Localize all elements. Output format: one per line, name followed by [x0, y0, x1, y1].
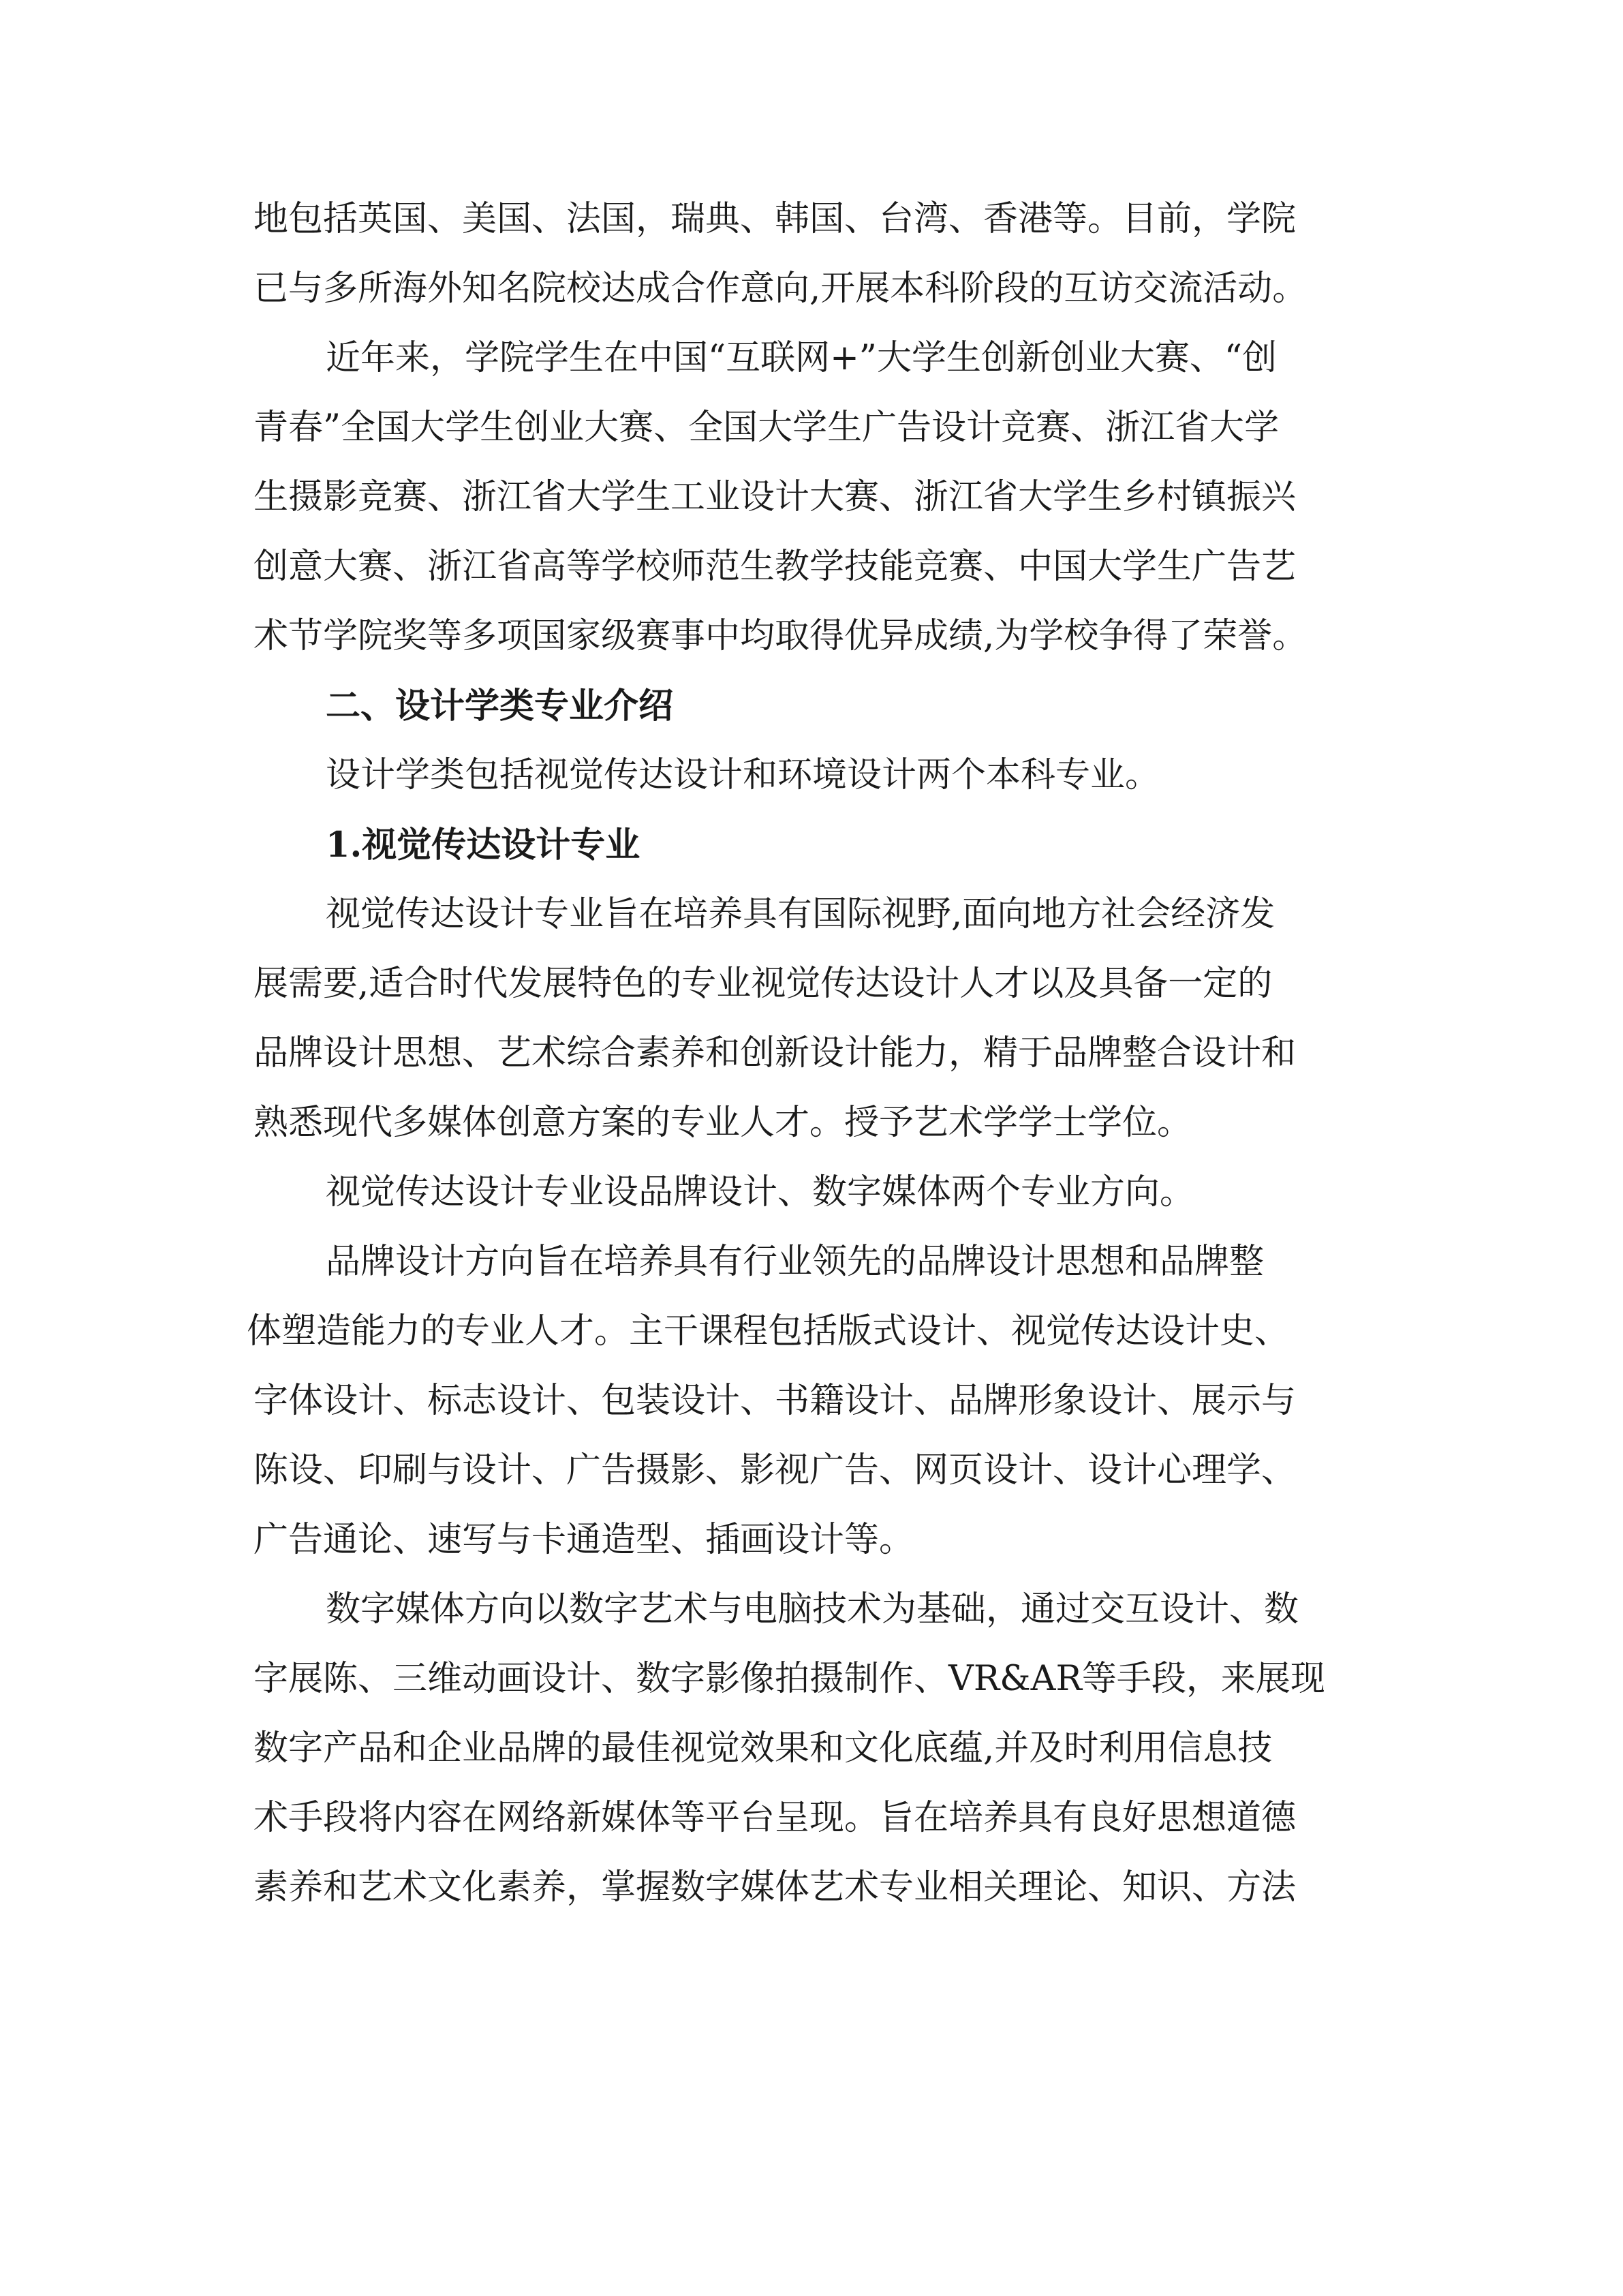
text-line: 视觉传达设计专业旨在培养具有国际视野,面向地方社会经济发 — [326, 894, 1276, 934]
text-line: 品牌设计思想、艺术综合素养和创新设计能力，精于品牌整合设计和 — [253, 1033, 1297, 1073]
text-line: 数字媒体方向以数字艺术与电脑技术为基础，通过交互设计、数 — [326, 1589, 1299, 1629]
text-line: 近年来，学院学生在中国“互联网+”大学生创新创业大赛、“创 — [326, 338, 1277, 378]
text-line: 素养和艺术文化素养，掌握数字媒体艺术专业相关理论、知识、方法 — [253, 1867, 1297, 1908]
text-line: 展需要,适合时代发展特色的专业视觉传达设计人才以及具备一定的 — [253, 964, 1273, 1004]
text-line: 字体设计、标志设计、包装设计、书籍设计、品牌形象设计、展示与 — [253, 1381, 1297, 1421]
text-line: 已与多所海外知名院校达成合作意向,开展本科阶段的互访交流活动。 — [253, 269, 1308, 309]
text-line: 设计学类包括视觉传达设计和环境设计两个本科专业。 — [326, 755, 1160, 795]
section-heading: 二、设计学类专业介绍 — [326, 686, 674, 726]
text-line: 熟悉现代多媒体创意方案的专业人才。授予艺术学学士学位。 — [253, 1103, 1192, 1143]
text-line: 广告通论、速写与卡通造型、插画设计等。 — [253, 1520, 914, 1560]
text-line: 创意大赛、浙江省高等学校师范生教学技能竞赛、中国大学生广告艺 — [253, 547, 1297, 587]
text-line: 术节学院奖等多项国家级赛事中均取得优异成绩,为学校争得了荣誉。 — [253, 616, 1308, 656]
text-line: 数字产品和企业品牌的最佳视觉效果和文化底蕴,并及时利用信息技 — [253, 1728, 1273, 1769]
text-line: 地包括英国、美国、法国，瑞典、韩国、台湾、香港等。目前，学院 — [253, 199, 1297, 239]
text-line: 生摄影竞赛、浙江省大学生工业设计大赛、浙江省大学生乡村镇振兴 — [253, 477, 1297, 517]
text-line: 体塑造能力的专业人才。主干课程包括版式设计、视觉传达设计史、 — [247, 1311, 1290, 1351]
subsection-heading: 1.视觉传达设计专业 — [326, 825, 640, 866]
text-line: 字展陈、三维动画设计、数字影像拍摄制作、VR&AR等手段，来展现 — [253, 1659, 1325, 1699]
text-line: 术手段将内容在网络新媒体等平台呈现。旨在培养具有良好思想道德 — [253, 1798, 1297, 1838]
text-line: 品牌设计方向旨在培养具有行业领先的品牌设计思想和品牌整 — [326, 1242, 1265, 1282]
text-line: 视觉传达设计专业设品牌设计、数字媒体两个专业方向。 — [326, 1172, 1195, 1212]
text-line: 陈设、印刷与设计、广告摄影、影视广告、网页设计、设计心理学、 — [253, 1450, 1297, 1490]
text-line: 青春”全国大学生创业大赛、全国大学生广告设计竞赛、浙江省大学 — [253, 408, 1280, 448]
